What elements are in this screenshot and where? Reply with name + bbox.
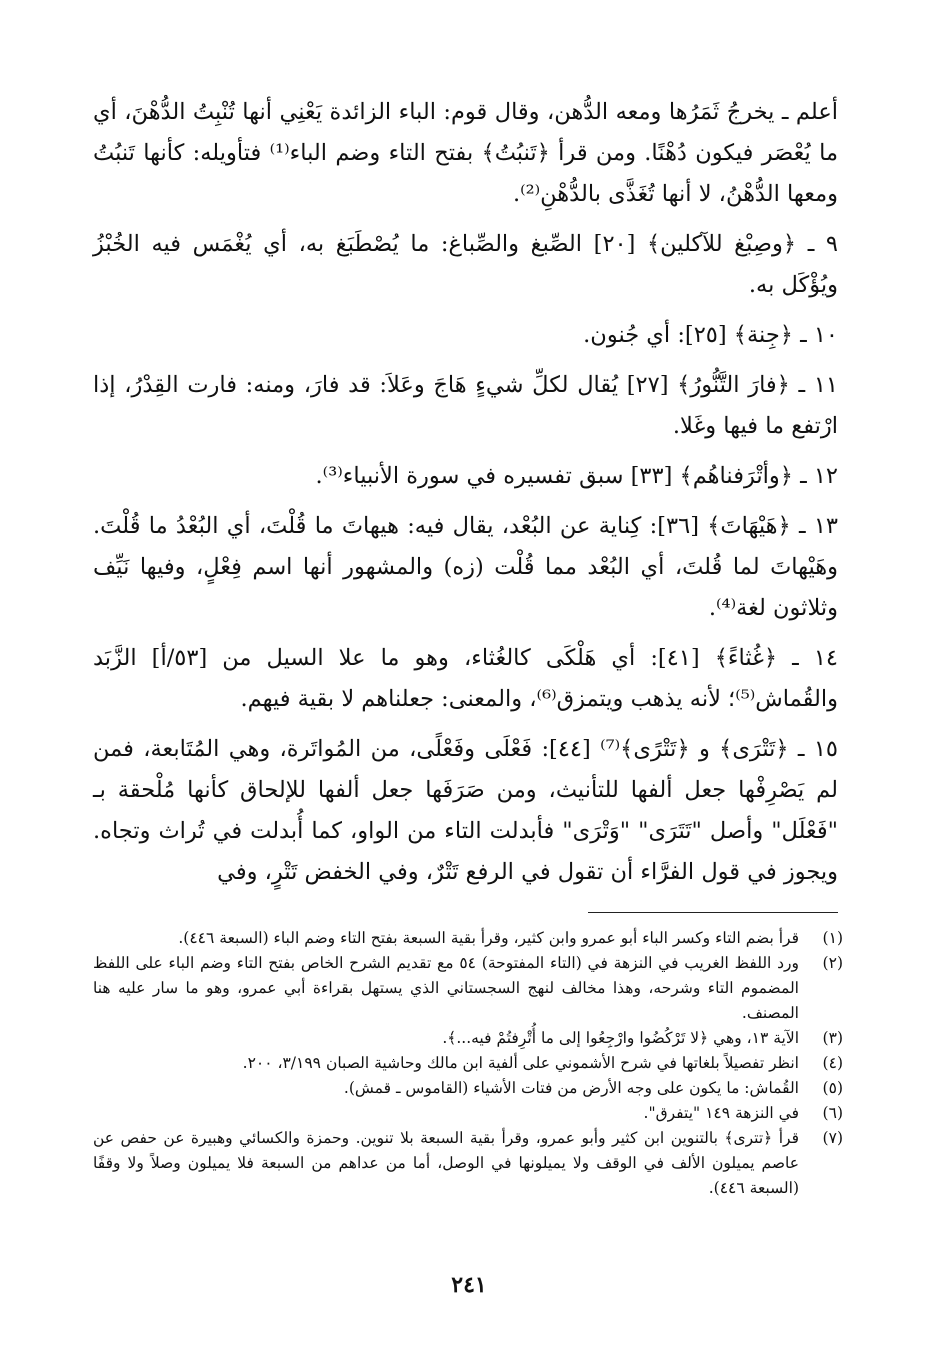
footnote-number: (٧) (822, 1129, 843, 1147)
footnote-number: (٥) (822, 1079, 843, 1097)
footnote-6 (93, 1101, 843, 1126)
footnote-text: قرأ بضم التاء وكسر الباء أبو عمرو وابن كثير، وقرأ بقية السبعة بفتح التاء وضم الباء (السبعة ٤٤٦). (178, 929, 799, 947)
footnote-number: (٣) (822, 1029, 843, 1047)
footnote-number: (٤) (822, 1054, 843, 1072)
page-number: ٢٤١ (451, 1272, 487, 1298)
entry-12: ١٢ ـ ﴿وأتْرَفناهُم﴾ [٣٣] سبق تفسيره في سورة الأنبياء⁽³⁾. (315, 463, 838, 489)
entry-14: ١٤ ـ ﴿غُثاءً﴾ [٤١]: أي هَلْكَى كالغُثاء، وهو ما علا السيل من [٥٣/أ] الزَّبَد والقُماش⁽⁵⁾؛ لأنه يذهب ويتمزق⁽⁶⁾، والمعنى: جعلناهم لا بقية فيهم. (93, 645, 838, 712)
footnote-text: القُماش: ما يكون على وجه الأرض من فتات الأشياء (القاموس ـ قمش). (343, 1079, 799, 1097)
entry-15: ١٥ ـ ﴿تَتْرَى﴾ و ﴿تَتْرًى﴾⁽⁷⁾ [٤٤]: فَعْلَى وفَعْلًى، من المُواتَرة، وهي المُتَابعة، فمن لم يَصْرِفْها جعل ألفها للتأنيث، ومن صَرَفَها جعل ألفها للإلحاق كأنها مُلْحقة بـ "فَعْلَل" وأصل "تَتَرَى" "وَتْرَى" فأبدلت التاء من الواو، كما أُبدلت في تُراث وتجاه. ويجوز في قول الفرَّاء أن تقول في الرفع تَتْرٌ، وفي الخفض تَتْرٍ، وفي (93, 736, 838, 885)
entry-10: ١٠ ـ ﴿جِنة﴾ [٢٥]: أي جُنون. (583, 322, 838, 348)
footnote-text: في النزهة ١٤٩ "يتفرق". (643, 1104, 799, 1122)
footnote-number: (٢) (822, 954, 843, 972)
entry-11: ١١ ـ ﴿فارَ التَّنُّورُ﴾ [٢٧] يُقال لكلِّ شيءٍ هَاجَ وعَلاَ: قد فارَ، ومنه: فارت القِدْرُ، إذا ارْتفع ما فيها وغَلا. (93, 372, 839, 439)
footnote-text: الآية ١٣، وهي ﴿لا تَرْكُضُوا وارْجِعُوا إلى ما أُتْرِفتُمْ فيه...﴾. (442, 1029, 799, 1047)
footnotes (93, 926, 843, 1201)
footnote-1 (93, 926, 843, 951)
footnote-7 (93, 1126, 843, 1201)
entry-9: ٩ ـ ﴿وصِبْغ للآكلين﴾ [٢٠] الصِّبغ والصِّباغ: ما يُصْطَبَغ به، أي يُغْمَس فيه الخُبْزُ ويُؤْكَل به. (93, 231, 838, 298)
footnote-number: (١) (822, 929, 843, 947)
footnote-text: قرأ ﴿تترى﴾ بالتنوين ابن كثير وأبو عمرو، وقرأ بقية السبعة بلا تنوين. وحمزة والكسائي وهبيرة عن حفص عن عاصم يميلون الألف في الوقف ولا يميلونها في الوصل، أما من عداهم من السبعة فلا يميلون وصلاً ولا وقفًا (السبعة ٤٤٦). (93, 1129, 799, 1197)
main-text (93, 92, 838, 902)
footnote-5 (93, 1076, 843, 1101)
paragraph-continuation: أعلم ـ يخرجُ ثَمَرُها ومعه الدُّهن، وقال قوم: الباء الزائدة يَعْنِي أنها تُنْبِتُ الدُّهْنَ، أي ما يُعْصَر فيكون دُهْنًا. ومن قرأ ﴿تَنبُتُ﴾ بفتح التاء وضم الباء⁽¹⁾ فتأويله: كأنها تَنبُتُ ومعها الدُّهْنُ، لا أنها تُغَذَّى بالدُّهْنِ⁽²⁾. (93, 99, 838, 207)
footnote-number: (٦) (822, 1104, 843, 1122)
footnote-4 (93, 1051, 843, 1076)
footnote-text: انظر تفصيلاً بلغاتها في شرح الأشموني على ألفية ابن مالك وحاشية الصبان ٣/١٩٩، ٢٠٠. (242, 1054, 799, 1072)
entry-13: ١٣ ـ ﴿هَيْهَاتَ﴾ [٣٦]: كِناية عن البُعْد، يقال فيه: هيهاتَ ما قُلْتَ، أي البُعْدُ ما قُلْتَ. وهَيْهاتَ لما قُلتَ، أي البُعْد مما قُلْت (زه) والمشهور أنها اسم فِعْلٍ، وفيها نَيِّف وثلاثون لغة⁽⁴⁾. (93, 513, 838, 621)
footnote-text: ورد اللفظ الغريب في النزهة في (التاء المفتوحة) ٥٤ مع تقديم الشرح الخاص بفتح التاء وضم الباء على اللفظ المضموم التاء وشرحه، وهذا مخالف لنهج السجستاني الذي يستهل بقراءة أبي عمرو، وهو ما سار عليه هنا المصنف. (93, 954, 799, 1022)
footnote-2 (93, 951, 843, 1026)
footnote-divider (588, 912, 838, 913)
footnote-3 (93, 1026, 843, 1051)
